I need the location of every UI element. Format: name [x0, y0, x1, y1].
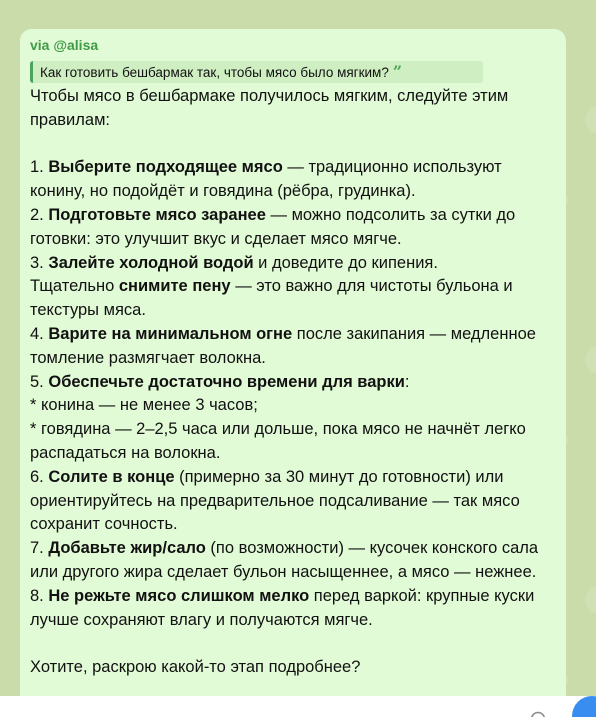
intro-text: Чтобы мясо в бешбармаке получилось мягким, следуйте этим правилам: — [30, 87, 509, 129]
step-bold: Не режьте мясо слишком мелко — [48, 586, 310, 605]
step-bold: Залейте холодной водой — [48, 253, 254, 272]
emoji-icon[interactable] — [530, 707, 550, 717]
step-rest: : — [404, 372, 410, 391]
step-number: 8. — [30, 586, 44, 605]
step-bold: Варите на минимальном огне — [48, 324, 293, 343]
message-text — [30, 85, 556, 680]
outro-text: Хотите, раскрою какой-то этап подробнее? — [30, 658, 361, 677]
step-bold: Добавьте жир/сало — [48, 539, 206, 558]
message-bubble[interactable] — [20, 29, 566, 717]
step-bold: Обеспечьте достаточно времени для варки — [48, 372, 405, 391]
step-rest: — можно подсолить за сутки до готовки: это улучшит вкус и сделает мясо мягче. — [30, 205, 516, 248]
step-number: 2. — [30, 205, 44, 224]
quoted-message[interactable] — [30, 61, 483, 83]
quote-text: Как готовить бешбармак так, чтобы мясо было мягким? — [40, 64, 389, 80]
via-bot-label[interactable]: via @alisa — [30, 37, 99, 53]
step-rest: и доведите до кипения. — [253, 253, 438, 272]
message-input-bar[interactable] — [0, 696, 596, 717]
step-rest: (примерно за 30 минут до готовности) или ориентируйтесь на предварительное подсаливание — так мясо сохранит сочность. — [30, 467, 520, 534]
step-number: 5. — [30, 372, 44, 391]
step-5-item-beef: * говядина — 2–2,5 часа или дольше, пока мясо не начнёт легко распадаться на волокна. — [30, 420, 526, 462]
step-number: 7. — [30, 539, 44, 558]
step-2 — [30, 204, 556, 252]
step-3-continued — [30, 275, 556, 323]
step-1 — [30, 156, 556, 204]
step-number: 6. — [30, 467, 44, 486]
step-6 — [30, 466, 556, 537]
step-number: 4. — [30, 324, 44, 343]
step-bold: Солите в конце — [48, 467, 175, 486]
blank-line — [30, 632, 556, 656]
step-rest: перед варкой: крупные куски лучше сохраняют влагу и получаются мягче. — [30, 586, 535, 629]
step-rest: — это важно для чистоты бульона и текстуры мяса. — [30, 277, 513, 320]
step-bold: снимите пену — [118, 277, 231, 296]
step-rest: — традиционно используют конину, но подойдёт и говядина (рёбра, грудинка). — [30, 158, 502, 201]
step-5 — [30, 371, 556, 395]
step-5-item-horse: * конина — не менее 3 часов; — [30, 396, 258, 415]
step-pre: Тщательно — [30, 277, 119, 296]
step-bold: Подготовьте мясо заранее — [48, 205, 266, 224]
blank-line — [30, 133, 556, 157]
step-3 — [30, 252, 556, 276]
step-number: 3. — [30, 253, 44, 272]
step-number: 1. — [30, 158, 44, 177]
step-7 — [30, 537, 556, 585]
step-rest: (по возможности) — кусочек конского сала или другого жира сделает бульон насыщеннее, а мясо — нежнее. — [30, 539, 539, 581]
step-8 — [30, 585, 556, 633]
step-4 — [30, 323, 556, 371]
step-rest: после закипания — медленное томление размягчает волокна. — [30, 324, 536, 367]
step-bold: Выберите подходящее мясо — [48, 158, 283, 177]
quote-icon: ” — [392, 62, 403, 81]
